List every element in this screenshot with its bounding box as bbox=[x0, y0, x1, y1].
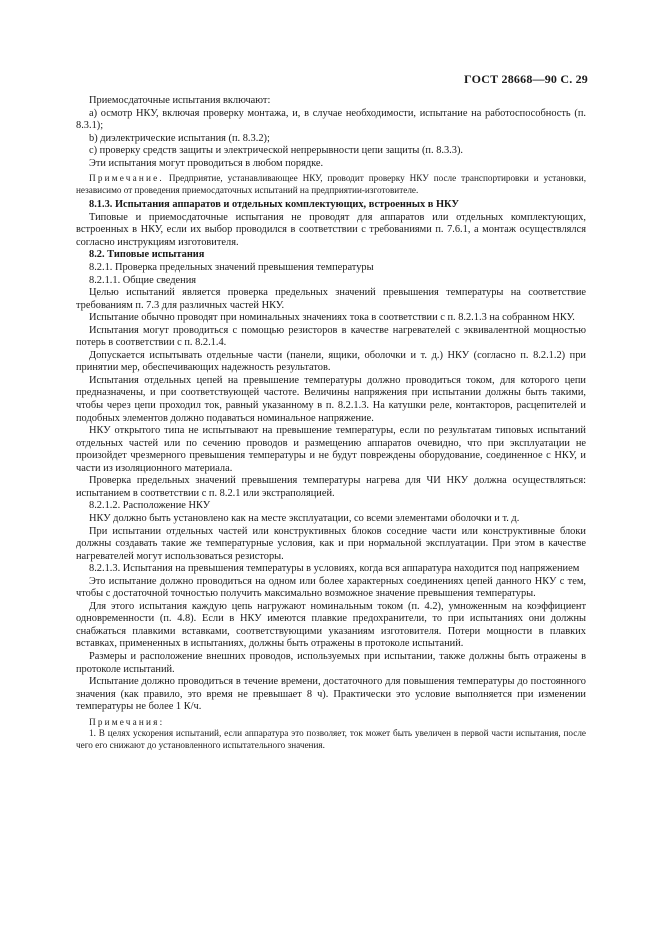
document-body bbox=[76, 95, 586, 751]
paragraph: Это испытание должно проводиться на одном или более характерных соединениях цепей данного НКУ с тем, чтобы с достаточной точностью получить максимально возможное значение превышения температуры. bbox=[76, 575, 586, 600]
section-8-2-heading: 8.2. Типовые испытания bbox=[89, 249, 205, 261]
note-label: Примечание. bbox=[89, 173, 164, 184]
intro-note bbox=[76, 173, 586, 196]
paragraph: Допускается испытывать отдельные части (панели, ящики, оболочки и т. д.) НКУ (согласно п. 8.2.1.2) при принятии мер, обеспечивающих надежность результатов. bbox=[76, 349, 586, 374]
paragraph: Испытание должно проводиться в течение времени, достаточного для повышения температуры до постоянного значения (как правило, это время не превышает 8 ч). Практически это условие выполняется при изменении температуры не более 1 К/ч. bbox=[76, 676, 586, 713]
paragraph: Для этого испытания каждую цепь нагружают номинальным током (п. 4.2), умноженным на коэффициент одновременности (п. 4.8). Если в НКУ имеются плавкие предохранители, то при испытаниях они должны снабжаться плавкими вставками, соответствующими указаниям изготовителя. Потери мощности в плавких вставках, примененных в испытаниях, должны быть отражены в протоколе испытаний. bbox=[76, 600, 586, 650]
notes-label bbox=[76, 717, 586, 729]
notes-label-text: Примечания: bbox=[89, 716, 165, 727]
paragraph: При испытании отдельных частей или конструктивных блоков соседние части или конструктивные блоки должны создавать такие же температурные условия, как и при нормальной эксплуатации. При этом в качестве нагревателей могут использоваться резисторы. bbox=[76, 525, 586, 562]
paragraph: Испытание обычно проводят при номинальных значениях тока в соответствии с п. 8.2.1.3 на собранном НКУ. bbox=[89, 312, 575, 324]
section-8-2-1-1-heading: 8.2.1.1. Общие сведения bbox=[89, 274, 197, 286]
section-8-1-3-text: Типовые и приемосдаточные испытания не проводят для аппаратов или отдельных комплектующих, встроенных в НКУ, если их выбор проводился в соответствии с требованиями п. 7.6.1, а монтаж осуществлялся согласно инструкциям изготовителя. bbox=[76, 211, 586, 248]
paragraph: Целью испытаний является проверка предельных значений превышения температуры на соответствие требованиям п. 7.3 для различных частей НКУ. bbox=[76, 287, 586, 311]
intro-item-b: b) диэлектрические испытания (п. 8.3.2); bbox=[89, 132, 270, 144]
intro-lead: Приемосдаточные испытания включают: bbox=[89, 95, 271, 106]
section-8-2-1-heading: 8.2.1. Проверка предельных значений превышения температуры bbox=[89, 262, 374, 274]
intro-item-c: с) проверку средств защиты и электрической непрерывности цепи защиты (п. 8.3.3). bbox=[89, 145, 464, 157]
note-item: 1. В целях ускорения испытаний, если аппаратура это позволяет, ток может быть увеличен в первой части испытания, после чего его снижают до установленного испытательного значения. bbox=[76, 728, 586, 750]
page-header: ГОСТ 28668—90 С. 29 bbox=[464, 72, 588, 86]
paragraph: Проверка предельных значений превышения температуры нагрева для ЧИ НКУ должна осуществляться: испытанием в соответствии с п. 8.2.1 или экстраполяцией. bbox=[76, 475, 586, 499]
paragraph: Испытания отдельных цепей на превышение температуры должно проводиться током, для которого цепи предназначены, и при соответствующей частоте. Величины напряжения при испытании должны быть такими, чтобы через цепи проходил ток, равный указанному в п. 8.2.1.3. На катушки реле, контакторов, расцепителей и подобных элементов должно подаваться номинальное напряжение. bbox=[76, 374, 586, 424]
section-8-2-1-3-heading: 8.2.1.3. Испытания на превышения температуры в условиях, когда вся аппаратура находится под напряжением bbox=[89, 563, 580, 575]
section-8-1-3-heading: 8.1.3. Испытания аппаратов и отдельных комплектующих, встроенных в НКУ bbox=[89, 199, 460, 211]
paragraph: Испытания могут проводиться с помощью резисторов в качестве нагревателей с эквивалентной мощностью потерь в соответствии с п. 8.2.1.4. bbox=[76, 324, 586, 349]
note-text: Предприятие, устанавливающее НКУ, проводит проверку НКУ после транспортировки и установки, независимо от проведения приемосдаточных испытаний на предприятии-изготовителе. bbox=[76, 173, 587, 195]
section-8-2-1-2-heading: 8.2.1.2. Расположение НКУ bbox=[89, 500, 211, 512]
intro-order: Эти испытания могут проводиться в любом порядке. bbox=[89, 157, 324, 169]
paragraph: Размеры и расположение внешних проводов, используемых при испытании, также должны быть отражены в протоколе испытаний. bbox=[76, 650, 586, 675]
intro-item-a: а) осмотр НКУ, включая проверку монтажа, и, в случае необходимости, испытание на работоспособность (п. 8.3.1); bbox=[76, 107, 586, 132]
paragraph: НКУ открытого типа не испытывают на превышение температуры, если по результатам типовых испытаний отдельных частей или по сечению проводов и размещению аппаратов очевидно, что при эксплуатации не произойдет чрезмерного превышения температуры и не будут повреждены оборудование, соединенное с НКУ, и части из изоляционного материала. bbox=[76, 425, 586, 474]
paragraph: НКУ должно быть установлено как на месте эксплуатации, со всеми элементами оболочки и т. д. bbox=[89, 512, 520, 524]
